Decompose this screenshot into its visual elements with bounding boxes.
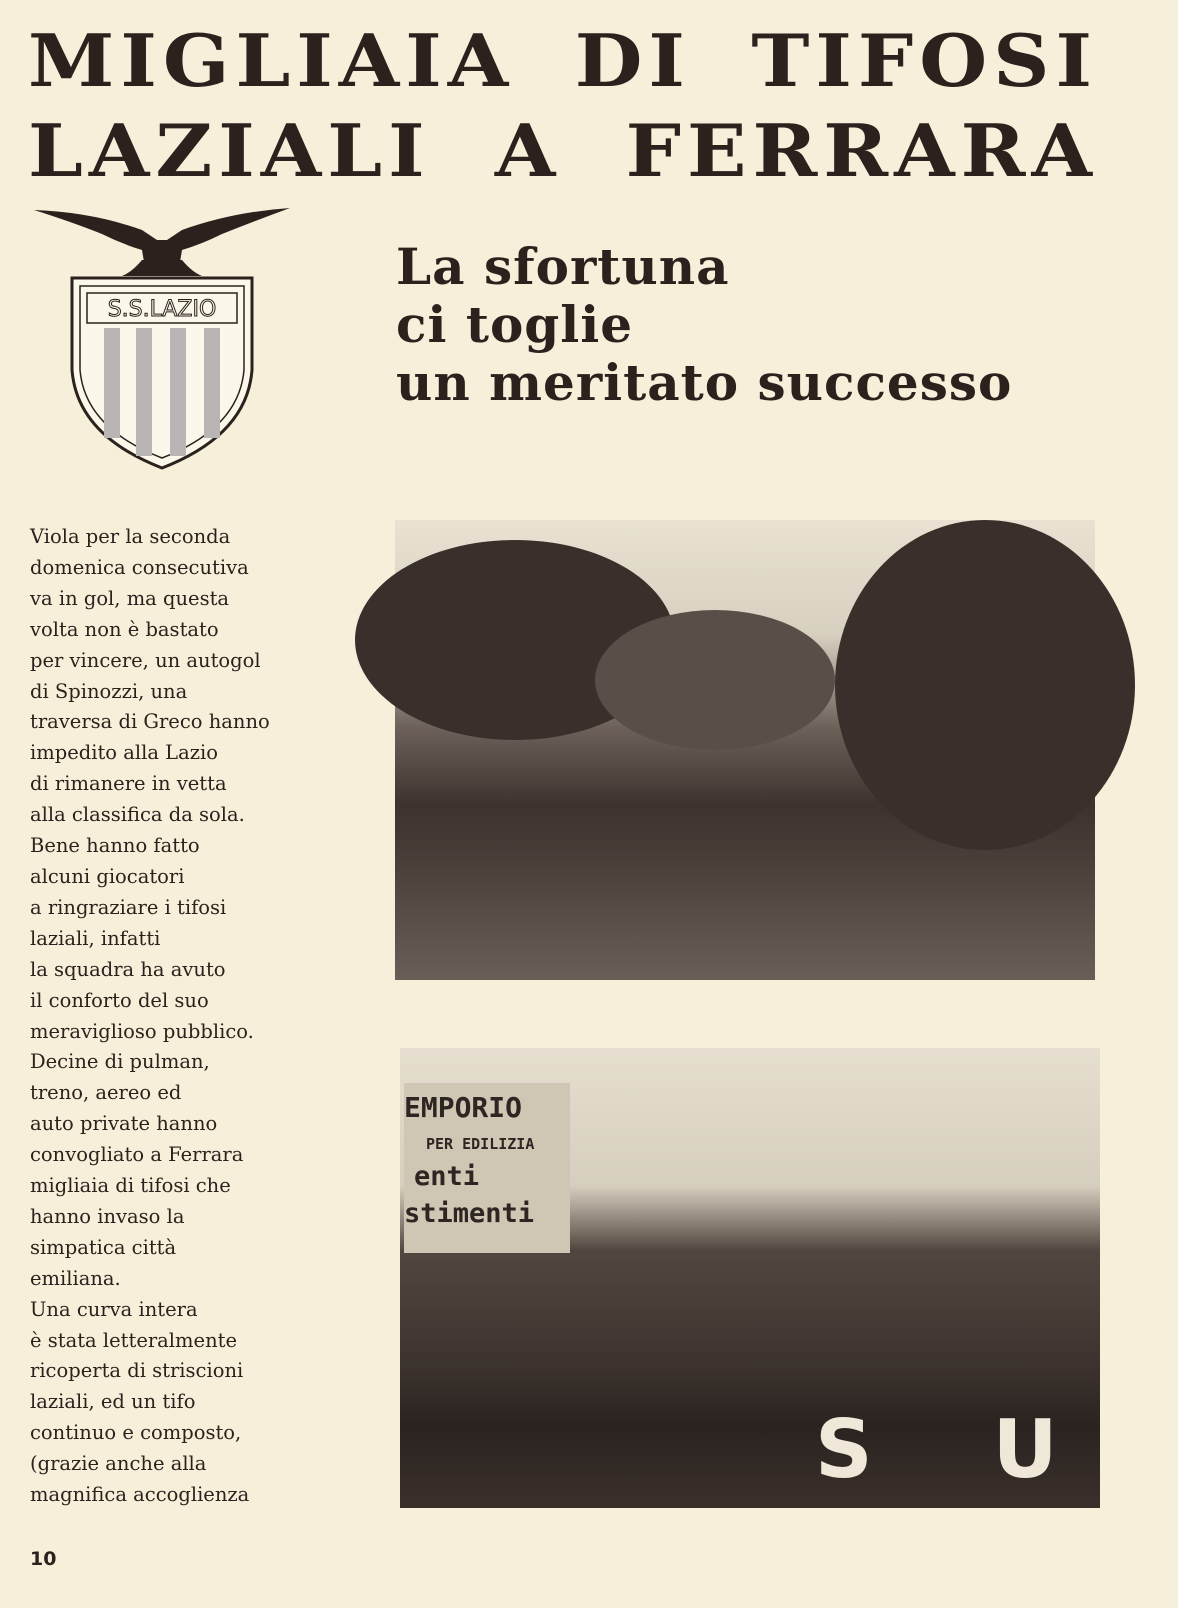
eagle-icon xyxy=(34,208,290,276)
emporio-sign xyxy=(404,1083,570,1253)
headline-word: TIFOSI xyxy=(751,19,1098,104)
sign-text: PER EDILIZIA xyxy=(426,1135,535,1153)
body-line: alcuni giocatori xyxy=(30,864,185,888)
body-line: emiliana. xyxy=(30,1266,121,1290)
headline-word: FERRARA xyxy=(625,109,1098,194)
body-line: di Spinozzi, una xyxy=(30,679,188,703)
logo-text: S.S.LAZIO xyxy=(107,297,217,322)
body-line: il conforto del suo xyxy=(30,988,209,1012)
body-line: la squadra ha avuto xyxy=(30,957,226,981)
photo-tree xyxy=(595,610,835,750)
body-line: Bene hanno fatto xyxy=(30,834,200,858)
headline-word: MIGLIAIA xyxy=(28,19,515,104)
body-line: Decine di pulman, xyxy=(30,1050,210,1074)
headline-word: DI xyxy=(574,19,691,104)
body-line: auto private hanno xyxy=(30,1112,218,1136)
body-line: domenica consecutiva xyxy=(30,555,249,579)
page-number: 10 xyxy=(30,1548,57,1570)
photo-tree xyxy=(835,520,1135,850)
body-line: migliaia di tifosi che xyxy=(30,1174,231,1198)
body-line: è stata letteralmente xyxy=(30,1328,238,1352)
body-line: di rimanere in vetta xyxy=(30,772,227,796)
sign-text: stimenti xyxy=(404,1198,535,1229)
body-line: per vincere, un autogol xyxy=(30,648,261,672)
body-line: magnifica accoglienza xyxy=(30,1483,250,1507)
body-line: meraviglioso pubblico. xyxy=(30,1019,254,1043)
article-body xyxy=(30,522,320,1511)
body-line: simpatica città xyxy=(30,1235,177,1259)
sign-text: enti xyxy=(414,1161,480,1192)
headline-word: A xyxy=(494,109,562,194)
body-line: va in gol, ma questa xyxy=(30,586,230,610)
subheadline-line: un meritato successo xyxy=(396,353,1013,412)
body-line: hanno invaso la xyxy=(30,1204,185,1228)
body-line: Una curva intera xyxy=(30,1297,198,1321)
banner-text: SU xyxy=(815,1403,1178,1496)
photo-fans-stadium-banners xyxy=(400,1048,1178,1508)
headline-word: LAZIALI xyxy=(28,109,431,194)
body-line: alla classifica da sola. xyxy=(30,803,245,827)
subheadline-line: ci toglie xyxy=(396,295,634,354)
subheadline-line: La sfortuna xyxy=(396,237,730,296)
body-line: (grazie anche alla xyxy=(30,1452,207,1476)
body-line: volta non è bastato xyxy=(30,617,219,641)
photo-fans-running-street xyxy=(395,520,1095,980)
body-line: Viola per la seconda xyxy=(30,525,231,548)
ss-lazio-crest-logo xyxy=(32,200,292,475)
headline-line-1 xyxy=(28,19,1098,104)
subheadline xyxy=(396,238,1012,412)
sign-text: EMPORIO xyxy=(404,1091,523,1124)
body-line: treno, aereo ed xyxy=(30,1081,182,1105)
body-line: a ringraziare i tifosi xyxy=(30,895,227,919)
body-line: laziali, ed un tifo xyxy=(30,1390,196,1414)
body-line: laziali, infatti xyxy=(30,926,161,950)
body-line: impedito alla Lazio xyxy=(30,741,218,765)
body-line: convogliato a Ferrara xyxy=(30,1143,244,1167)
body-line: traversa di Greco hanno xyxy=(30,710,270,734)
headline-line-2 xyxy=(28,109,1098,194)
body-line: continuo e composto, xyxy=(30,1421,242,1445)
body-line: ricoperta di striscioni xyxy=(30,1359,244,1383)
